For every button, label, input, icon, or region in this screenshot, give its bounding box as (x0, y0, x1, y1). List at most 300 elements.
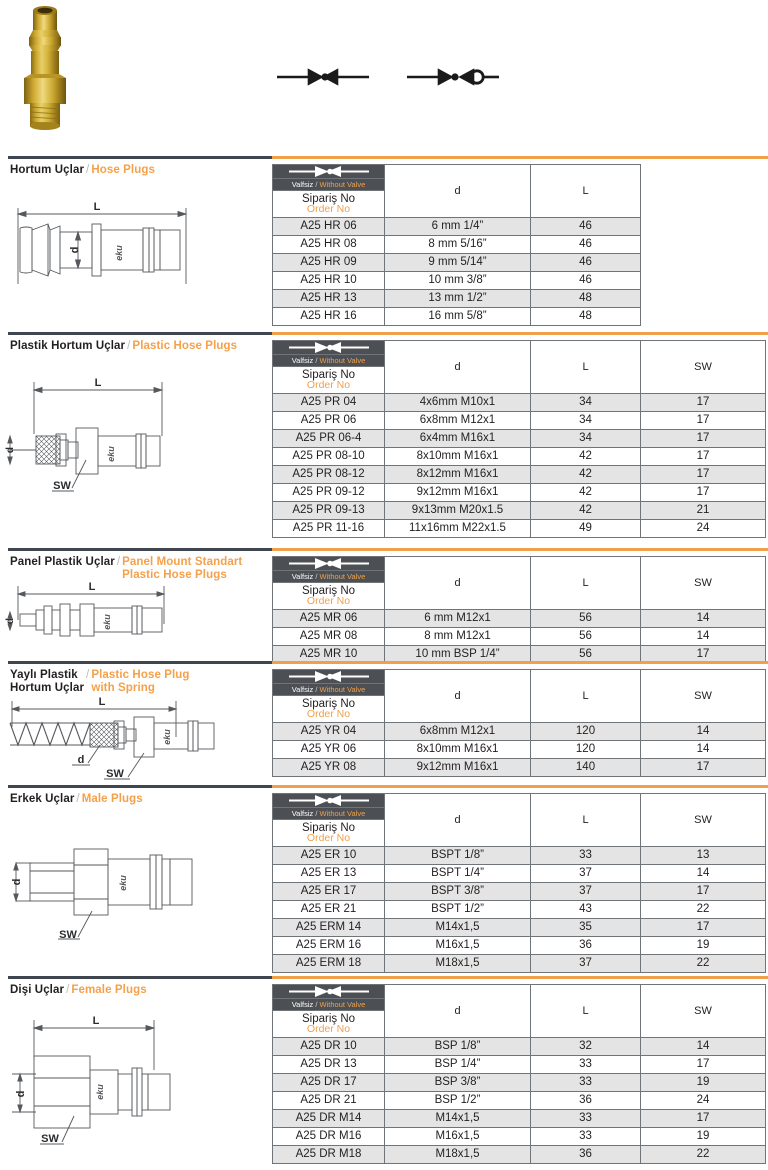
header-order-no (273, 367, 385, 394)
header-symbol-cell (273, 341, 385, 355)
table-row[interactable] (273, 919, 766, 937)
cell-order: A25 YR 08 (273, 759, 385, 777)
cell-d: 6x4mm M16x1 (385, 430, 531, 448)
cell-d: M18x1,5 (385, 1146, 531, 1164)
section-title-en-line2: with Spring (91, 681, 156, 694)
cell-SW: 13 (641, 847, 766, 865)
cell-d: 9x12mm M16x1 (385, 484, 531, 502)
cell-order: A25 ER 21 (273, 901, 385, 919)
cell-SW: 17 (641, 448, 766, 466)
cell-SW: 19 (641, 1074, 766, 1092)
table-body (273, 394, 766, 538)
cell-d: BSPT 1/8” (385, 847, 531, 865)
cell-SW: 17 (641, 759, 766, 777)
cell-SW: 17 (641, 1110, 766, 1128)
section-title-tr-line2: Hortum Uçlar (10, 681, 85, 694)
brand-mark: eku (162, 729, 172, 745)
header-col-SW: SW (641, 670, 766, 723)
symbol-without-valve-icon (275, 66, 371, 88)
cell-L: 42 (531, 448, 641, 466)
female-plug-drawing (4, 1006, 244, 1166)
order-no-en: Order No (306, 379, 351, 391)
section-panel-plastic-plugs (0, 548, 768, 663)
header-order-no (273, 191, 385, 218)
section-rule (8, 976, 768, 979)
valve-en: Without Valve (319, 809, 366, 818)
table-row[interactable] (273, 272, 641, 290)
cell-SW: 14 (641, 628, 766, 646)
section-hose-plugs (0, 156, 768, 334)
section-title-en: Female Plugs (71, 984, 147, 996)
cell-L: 33 (531, 1056, 641, 1074)
cell-L: 33 (531, 1074, 641, 1092)
cell-d: 16 mm 5/8” (385, 308, 531, 326)
header-symbol-cell (273, 670, 385, 684)
symbol-row (275, 66, 505, 110)
table-row[interactable] (273, 412, 766, 430)
cell-order: A25 MR 06 (273, 610, 385, 628)
cell-L: 56 (531, 610, 641, 628)
cell-L: 56 (531, 628, 641, 646)
header-col-SW: SW (641, 985, 766, 1038)
table-spring-plastic-hose-plugs (272, 669, 766, 777)
table-row[interactable] (273, 290, 641, 308)
cell-d: 13 mm 1/2” (385, 290, 531, 308)
order-no-tr: Sipariş No (301, 585, 356, 597)
cell-d: 6x8mm M12x1 (385, 723, 531, 741)
cell-SW: 14 (641, 610, 766, 628)
cell-L: 36 (531, 937, 641, 955)
valve-sep: / (315, 809, 318, 818)
header-order-no (273, 820, 385, 847)
brand-mark: eku (114, 245, 124, 261)
cell-SW: 22 (641, 1146, 766, 1164)
header-col-d: d (385, 165, 531, 218)
order-no-en: Order No (306, 1023, 351, 1035)
cell-order: A25 ER 13 (273, 865, 385, 883)
page-header (0, 0, 768, 150)
cell-order: A25 DR 13 (273, 1056, 385, 1074)
table-row[interactable] (273, 520, 766, 538)
panel-plastic-plug-drawing (4, 580, 244, 660)
table-row[interactable] (273, 1092, 766, 1110)
cell-order: A25 DR M18 (273, 1146, 385, 1164)
male-plug-drawing (4, 833, 244, 963)
section-rule (8, 332, 768, 335)
cell-order: A25 ER 17 (273, 883, 385, 901)
spring-plastic-hose-plug-drawing (4, 697, 244, 797)
cell-order: A25 PR 06-4 (273, 430, 385, 448)
cell-SW: 17 (641, 919, 766, 937)
order-no-tr: Sipariş No (301, 1013, 356, 1025)
valve-sep: / (315, 685, 318, 694)
table-row[interactable] (273, 254, 641, 272)
cell-order: A25 DR M14 (273, 1110, 385, 1128)
cell-order: A25 HR 13 (273, 290, 385, 308)
cell-d: 8x10mm M16x1 (385, 741, 531, 759)
cell-SW: 14 (641, 865, 766, 883)
cell-d: 6x8mm M12x1 (385, 412, 531, 430)
section-female-plugs (0, 976, 768, 1170)
cell-d: 9x12mm M16x1 (385, 759, 531, 777)
without-valve-icon (287, 558, 371, 569)
table-plastic-hose-plugs (272, 340, 766, 538)
table-row[interactable] (273, 883, 766, 901)
dim-label-L: L (94, 377, 102, 389)
table-row[interactable] (273, 218, 641, 236)
cell-order: A25 MR 10 (273, 646, 385, 664)
section-title-en: Hose Plugs (91, 164, 155, 176)
cell-SW: 19 (641, 937, 766, 955)
cell-d: BSP 1/8” (385, 1038, 531, 1056)
table-female-plugs (272, 984, 766, 1164)
dim-label-L: L (98, 697, 106, 708)
section-rule (8, 156, 768, 159)
cell-L: 43 (531, 901, 641, 919)
section-title-plastic-hose-plugs: Plastik Hortum Uçlar / Plastic Hose Plugs (10, 340, 238, 352)
dim-label-d: d (15, 1090, 27, 1098)
table-row[interactable] (273, 236, 641, 254)
order-no-en: Order No (306, 708, 351, 720)
cell-L: 120 (531, 723, 641, 741)
dim-label-d: d (5, 446, 16, 454)
cell-order: A25 HR 10 (273, 272, 385, 290)
cell-SW: 17 (641, 1056, 766, 1074)
cell-L: 46 (531, 272, 641, 290)
brand-mark: eku (95, 1084, 105, 1100)
header-col-L: L (531, 165, 641, 218)
table-row[interactable] (273, 502, 766, 520)
cell-L: 46 (531, 254, 641, 272)
cell-SW: 17 (641, 883, 766, 901)
without-valve-icon (287, 986, 371, 997)
section-title-tr: Erkek Uçlar (10, 793, 75, 805)
order-no-en: Order No (306, 832, 351, 844)
table-row[interactable] (273, 394, 766, 412)
header-col-L: L (531, 670, 641, 723)
table-row[interactable] (273, 628, 766, 646)
header-col-SW: SW (641, 557, 766, 610)
dim-label-d: d (69, 246, 81, 254)
header-col-d: d (385, 557, 531, 610)
header-col-SW: SW (641, 341, 766, 394)
section-rule (8, 785, 768, 788)
hose-plug-drawing (4, 186, 214, 296)
cell-L: 42 (531, 502, 641, 520)
dim-label-SW: SW (53, 480, 71, 492)
cell-L: 56 (531, 646, 641, 664)
cell-d: BSP 1/2” (385, 1092, 531, 1110)
order-no-tr: Sipariş No (301, 193, 356, 205)
table-row[interactable] (273, 937, 766, 955)
cell-L: 48 (531, 290, 641, 308)
cell-L: 34 (531, 430, 641, 448)
cell-d: 8 mm M12x1 (385, 628, 531, 646)
table-body (273, 1038, 766, 1164)
valve-en: Without Valve (319, 356, 366, 365)
cell-order: A25 YR 06 (273, 741, 385, 759)
table-body (273, 723, 766, 777)
cell-SW: 21 (641, 502, 766, 520)
product-photo (14, 4, 76, 132)
cell-d: 6 mm M12x1 (385, 610, 531, 628)
header-symbol-cell (273, 985, 385, 999)
table-hose-plugs (272, 164, 641, 326)
header-col-d: d (385, 794, 531, 847)
cell-SW: 24 (641, 520, 766, 538)
cell-L: 140 (531, 759, 641, 777)
dim-label-d: d (5, 617, 16, 625)
cell-d: 11x16mm M22x1.5 (385, 520, 531, 538)
valve-tr: Valfsiz (291, 572, 314, 581)
cell-order: A25 YR 04 (273, 723, 385, 741)
cell-L: 46 (531, 218, 641, 236)
cell-order: A25 MR 08 (273, 628, 385, 646)
header-order-no (273, 696, 385, 723)
cell-L: 37 (531, 883, 641, 901)
valve-tr: Valfsiz (291, 685, 314, 694)
header-col-L: L (531, 794, 641, 847)
cell-L: 42 (531, 484, 641, 502)
table-row[interactable] (273, 759, 766, 777)
cell-L: 36 (531, 1092, 641, 1110)
brand-mark: eku (102, 614, 112, 630)
cell-L: 33 (531, 1110, 641, 1128)
cell-d: 6 mm 1/4” (385, 218, 531, 236)
header-symbol-cell (273, 557, 385, 571)
header-order-no (273, 1011, 385, 1038)
cell-SW: 17 (641, 394, 766, 412)
table-row[interactable] (273, 308, 641, 326)
cell-d: 4x6mm M10x1 (385, 394, 531, 412)
cell-L: 33 (531, 847, 641, 865)
section-title-tr: Plastik Hortum Uçlar (10, 340, 126, 352)
section-rule (8, 661, 768, 664)
cell-L: 120 (531, 741, 641, 759)
section-title-en: Plastic Hose Plug (91, 669, 190, 681)
table-row[interactable] (273, 1128, 766, 1146)
without-valve-icon (287, 671, 371, 682)
dim-label-d: d (11, 878, 23, 886)
header-symbol-cell (273, 165, 385, 179)
order-no-tr: Sipariş No (301, 369, 356, 381)
table-panel-plastic-plugs (272, 556, 766, 664)
cell-d: BSPT 1/2” (385, 901, 531, 919)
table-row[interactable] (273, 723, 766, 741)
section-rule (8, 548, 768, 551)
cell-L: 46 (531, 236, 641, 254)
table-row[interactable] (273, 448, 766, 466)
cell-d: 9x13mm M20x1.5 (385, 502, 531, 520)
cell-L: 36 (531, 1146, 641, 1164)
cell-order: A25 PR 04 (273, 394, 385, 412)
table-row[interactable] (273, 955, 766, 973)
header-valve-label (273, 355, 385, 367)
order-no-tr: Sipariş No (301, 698, 356, 710)
table-row[interactable] (273, 741, 766, 759)
valve-tr: Valfsiz (291, 809, 314, 818)
order-no-en: Order No (306, 203, 351, 215)
cell-SW: 14 (641, 741, 766, 759)
table-row[interactable] (273, 466, 766, 484)
header-order-no (273, 583, 385, 610)
dim-label-L: L (88, 581, 96, 593)
section-title-tr: Hortum Uçlar (10, 164, 85, 176)
cell-order: A25 HR 08 (273, 236, 385, 254)
dim-label-SW: SW (59, 929, 77, 941)
table-male-plugs (272, 793, 766, 973)
cell-order: A25 DR M16 (273, 1128, 385, 1146)
section-title-female-plugs: Dişi Uçlar / Female Plugs (10, 984, 147, 996)
dim-label-SW: SW (41, 1133, 59, 1145)
dim-label-L: L (92, 1015, 100, 1027)
header-col-L: L (531, 985, 641, 1038)
table-row[interactable] (273, 865, 766, 883)
brand-mark: eku (106, 446, 116, 462)
cell-d: 8x10mm M16x1 (385, 448, 531, 466)
section-title-tr: Dişi Uçlar (10, 984, 65, 996)
table-row[interactable] (273, 901, 766, 919)
table-row[interactable] (273, 610, 766, 628)
symbol-with-valve-icon (405, 66, 501, 88)
valve-en: Without Valve (319, 685, 366, 694)
cell-L: 34 (531, 412, 641, 430)
table-body (273, 610, 766, 664)
cell-L: 35 (531, 919, 641, 937)
section-title-en-line2: Plastic Hose Plugs (122, 568, 227, 581)
section-title-en: Plastic Hose Plugs (132, 340, 238, 352)
cell-d: BSPT 3/8” (385, 883, 531, 901)
section-title-hose-plugs: Hortum Uçlar / Hose Plugs (10, 164, 155, 176)
without-valve-icon (287, 166, 371, 177)
table-row[interactable] (273, 1146, 766, 1164)
cell-order: A25 PR 11-16 (273, 520, 385, 538)
cell-SW: 14 (641, 1038, 766, 1056)
valve-tr: Valfsiz (291, 180, 314, 189)
table-row[interactable] (273, 430, 766, 448)
cell-d: M14x1,5 (385, 919, 531, 937)
table-row[interactable] (273, 1074, 766, 1092)
cell-L: 32 (531, 1038, 641, 1056)
section-title-tr: Yaylı Plastik (10, 669, 78, 681)
cell-SW: 24 (641, 1092, 766, 1110)
cell-d: BSP 1/4” (385, 1056, 531, 1074)
cell-SW: 17 (641, 646, 766, 664)
section-title-male-plugs: Erkek Uçlar / Male Plugs (10, 793, 143, 805)
cell-order: A25 PR 06 (273, 412, 385, 430)
cell-order: A25 PR 08-12 (273, 466, 385, 484)
brand-mark: eku (118, 875, 128, 891)
cell-SW: 17 (641, 412, 766, 430)
cell-SW: 14 (641, 723, 766, 741)
cell-order: A25 DR 10 (273, 1038, 385, 1056)
table-row[interactable] (273, 1038, 766, 1056)
cell-order: A25 HR 06 (273, 218, 385, 236)
without-valve-icon (287, 795, 371, 806)
valve-sep: / (315, 180, 318, 189)
section-title-spring-plastic-hose-plugs: Yaylı Plastik Hortum Uçlar/ Plastic Hose Plug with Spring (10, 669, 190, 694)
cell-SW: 17 (641, 430, 766, 448)
table-row[interactable] (273, 847, 766, 865)
section-title-en: Panel Mount Standart (122, 556, 243, 568)
section-title-en: Male Plugs (81, 793, 143, 805)
header-valve-label (273, 571, 385, 583)
cell-d: M16x1,5 (385, 937, 531, 955)
header-valve-label (273, 999, 385, 1011)
header-col-d: d (385, 341, 531, 394)
order-no-tr: Sipariş No (301, 822, 356, 834)
table-row[interactable] (273, 484, 766, 502)
valve-sep: / (315, 1000, 318, 1009)
valve-en: Without Valve (319, 1000, 366, 1009)
header-col-SW: SW (641, 794, 766, 847)
cell-d: M18x1,5 (385, 955, 531, 973)
cell-L: 37 (531, 865, 641, 883)
cell-order: A25 ERM 16 (273, 937, 385, 955)
cell-order: A25 PR 09-12 (273, 484, 385, 502)
table-row[interactable] (273, 1110, 766, 1128)
valve-sep: / (315, 356, 318, 365)
cell-d: 8 mm 5/16” (385, 236, 531, 254)
cell-order: A25 ER 10 (273, 847, 385, 865)
table-body (273, 218, 641, 326)
cell-SW: 22 (641, 955, 766, 973)
dim-label-d: d (77, 754, 85, 766)
header-col-d: d (385, 670, 531, 723)
cell-d: BSPT 1/4” (385, 865, 531, 883)
cell-d: M14x1,5 (385, 1110, 531, 1128)
cell-order: A25 HR 16 (273, 308, 385, 326)
cell-SW: 19 (641, 1128, 766, 1146)
section-title-tr: Panel Plastik Uçlar (10, 556, 115, 568)
cell-order: A25 PR 08-10 (273, 448, 385, 466)
cell-d: 10 mm BSP 1/4” (385, 646, 531, 664)
cell-SW: 22 (641, 901, 766, 919)
cell-order: A25 PR 09-13 (273, 502, 385, 520)
header-symbol-cell (273, 794, 385, 808)
cell-SW: 17 (641, 484, 766, 502)
cell-L: 42 (531, 466, 641, 484)
order-no-en: Order No (306, 595, 351, 607)
section-title-panel-plastic-plugs: Panel Plastik Uçlar / Panel Mount Standart Plastic Hose Plugs (10, 556, 243, 581)
plastic-hose-plug-drawing (4, 364, 244, 514)
cell-L: 37 (531, 955, 641, 973)
valve-tr: Valfsiz (291, 1000, 314, 1009)
section-plastic-hose-plugs (0, 332, 768, 550)
valve-tr: Valfsiz (291, 356, 314, 365)
cell-order: A25 DR 17 (273, 1074, 385, 1092)
cell-d: 9 mm 5/14” (385, 254, 531, 272)
cell-d: 8x12mm M16x1 (385, 466, 531, 484)
section-male-plugs (0, 785, 768, 977)
cell-d: BSP 3/8” (385, 1074, 531, 1092)
cell-L: 33 (531, 1128, 641, 1146)
cell-order: A25 DR 21 (273, 1092, 385, 1110)
section-spring-plastic-hose-plugs (0, 661, 768, 786)
header-col-L: L (531, 341, 641, 394)
header-valve-label (273, 684, 385, 696)
valve-en: Without Valve (319, 180, 366, 189)
header-valve-label (273, 808, 385, 820)
without-valve-icon (287, 342, 371, 353)
cell-L: 34 (531, 394, 641, 412)
cell-order: A25 ERM 18 (273, 955, 385, 973)
valve-en: Without Valve (319, 572, 366, 581)
cell-d: 10 mm 3/8” (385, 272, 531, 290)
header-valve-label (273, 179, 385, 191)
dim-label-SW: SW (106, 768, 124, 780)
table-row[interactable] (273, 1056, 766, 1074)
